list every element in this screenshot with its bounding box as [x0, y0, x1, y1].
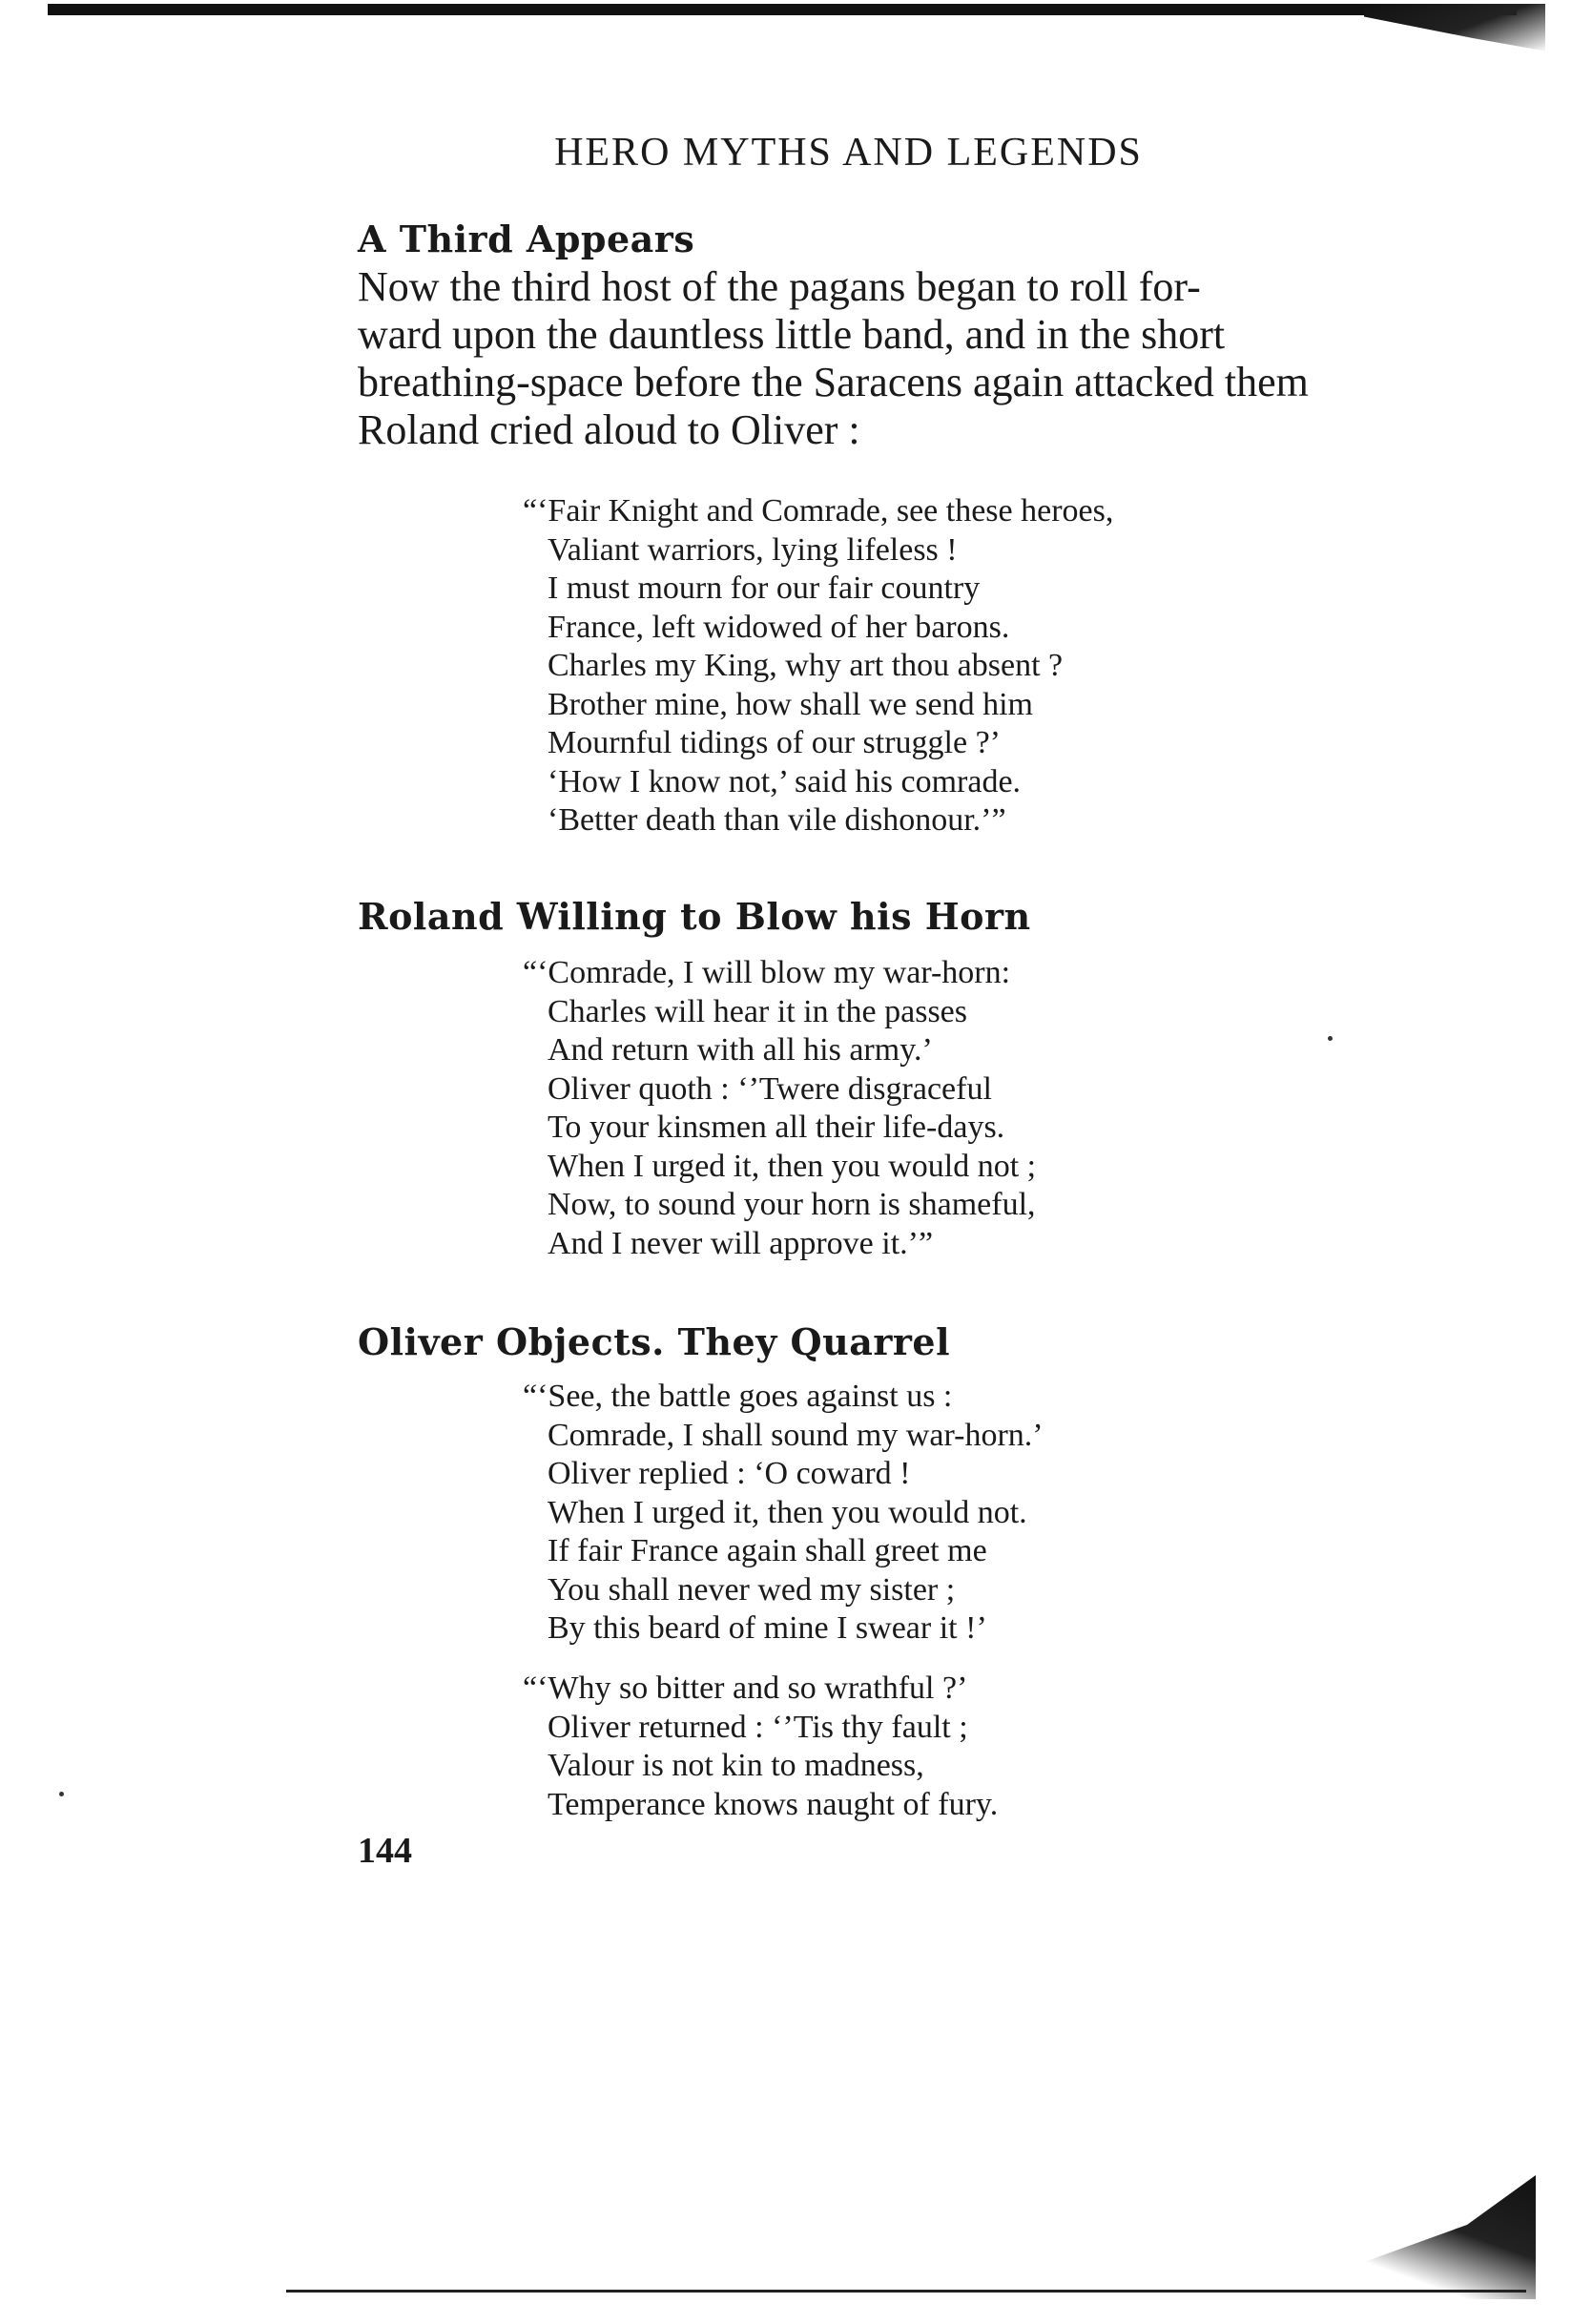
- verse-line: France, left widowed of her barons.: [548, 609, 1010, 645]
- verse-line: Now, to sound your horn is shameful,: [548, 1187, 1036, 1222]
- prose-paragraph: [358, 263, 1397, 454]
- verse-line: ‘How I know not,’ said his comrade.: [548, 763, 1022, 799]
- verse-line: And I never will approve it.’”: [548, 1225, 934, 1261]
- verse-line: To your kinsmen all their life-days.: [548, 1110, 1005, 1145]
- verse-line: I must mourn for our fair country: [548, 571, 981, 606]
- verse-line: By this beard of mine I swear it !’: [548, 1610, 987, 1646]
- verse-block: [523, 954, 1036, 1263]
- prose-line: breathing-space before the Saracens again attacked them: [358, 359, 1309, 405]
- prose-line: Roland cried aloud to Oliver :: [358, 406, 860, 453]
- verse-line: Valiant warriors, lying lifeless !: [548, 531, 958, 568]
- verse-line: “‘Why so bitter and so wrathful ?’: [523, 1670, 968, 1706]
- verse-line: Temperance knows naught of fury.: [548, 1786, 999, 1822]
- verse-line: Comrade, I shall sound my war-horn.’: [548, 1417, 1044, 1453]
- scan-speck: [59, 1792, 64, 1796]
- verse-line: Oliver returned : ‘’Tis thy fault ;: [548, 1709, 968, 1745]
- verse-line: If fair France again shall greet me: [548, 1533, 987, 1568]
- top-scan-smudge: [1364, 4, 1545, 90]
- prose-line: Now the third host of the pagans began to roll for-: [358, 263, 1201, 310]
- verse-line: Valour is not kin to madness,: [548, 1748, 924, 1783]
- page-number: 144: [358, 1831, 412, 1871]
- verse-line: Charles will hear it in the passes: [548, 993, 968, 1029]
- verse-line: When I urged it, then you would not ;: [548, 1148, 1037, 1184]
- scan-speck: [1328, 1036, 1333, 1041]
- verse-line: When I urged it, then you would not.: [548, 1494, 1027, 1530]
- verse-line: Mournful tidings of our struggle ?’: [548, 725, 1001, 760]
- verse-block: [523, 492, 1113, 840]
- verse-line: ‘Better death than vile dishonour.’”: [548, 802, 1006, 838]
- verse-line: Charles my King, why art thou absent ?: [548, 648, 1064, 683]
- bottom-scan-smudge: [1364, 2175, 1536, 2299]
- section-heading-a-third-appears: A Third Appears: [358, 218, 695, 260]
- prose-line: ward upon the dauntless little band, and in the short: [358, 311, 1226, 358]
- verse-line: You shall never wed my sister ;: [548, 1571, 956, 1608]
- section-heading-oliver-objects: Oliver Objects. They Quarrel: [358, 1320, 951, 1363]
- running-head: HERO MYTHS AND LEGENDS: [554, 131, 1143, 175]
- verse-line: And return with all his army.’: [548, 1032, 933, 1068]
- verse-line: Brother mine, how shall we send him: [548, 686, 1033, 722]
- verse-line: “‘Fair Knight and Comrade, see these heroes,: [523, 493, 1114, 529]
- verse-line: “‘Comrade, I will blow my war-horn:: [523, 955, 1011, 990]
- verse-block: [523, 1378, 1044, 1649]
- verse-line: “‘See, the battle goes against us :: [523, 1379, 953, 1414]
- verse-line: Oliver quoth : ‘’Twere disgraceful: [548, 1070, 992, 1107]
- verse-line: Oliver replied : ‘O coward !: [548, 1456, 911, 1491]
- bottom-border-rule: [286, 2290, 1526, 2293]
- verse-block: [523, 1670, 998, 1824]
- section-heading-roland-willing: Roland Willing to Blow his Horn: [358, 895, 1031, 938]
- top-border-rule: [48, 4, 1517, 15]
